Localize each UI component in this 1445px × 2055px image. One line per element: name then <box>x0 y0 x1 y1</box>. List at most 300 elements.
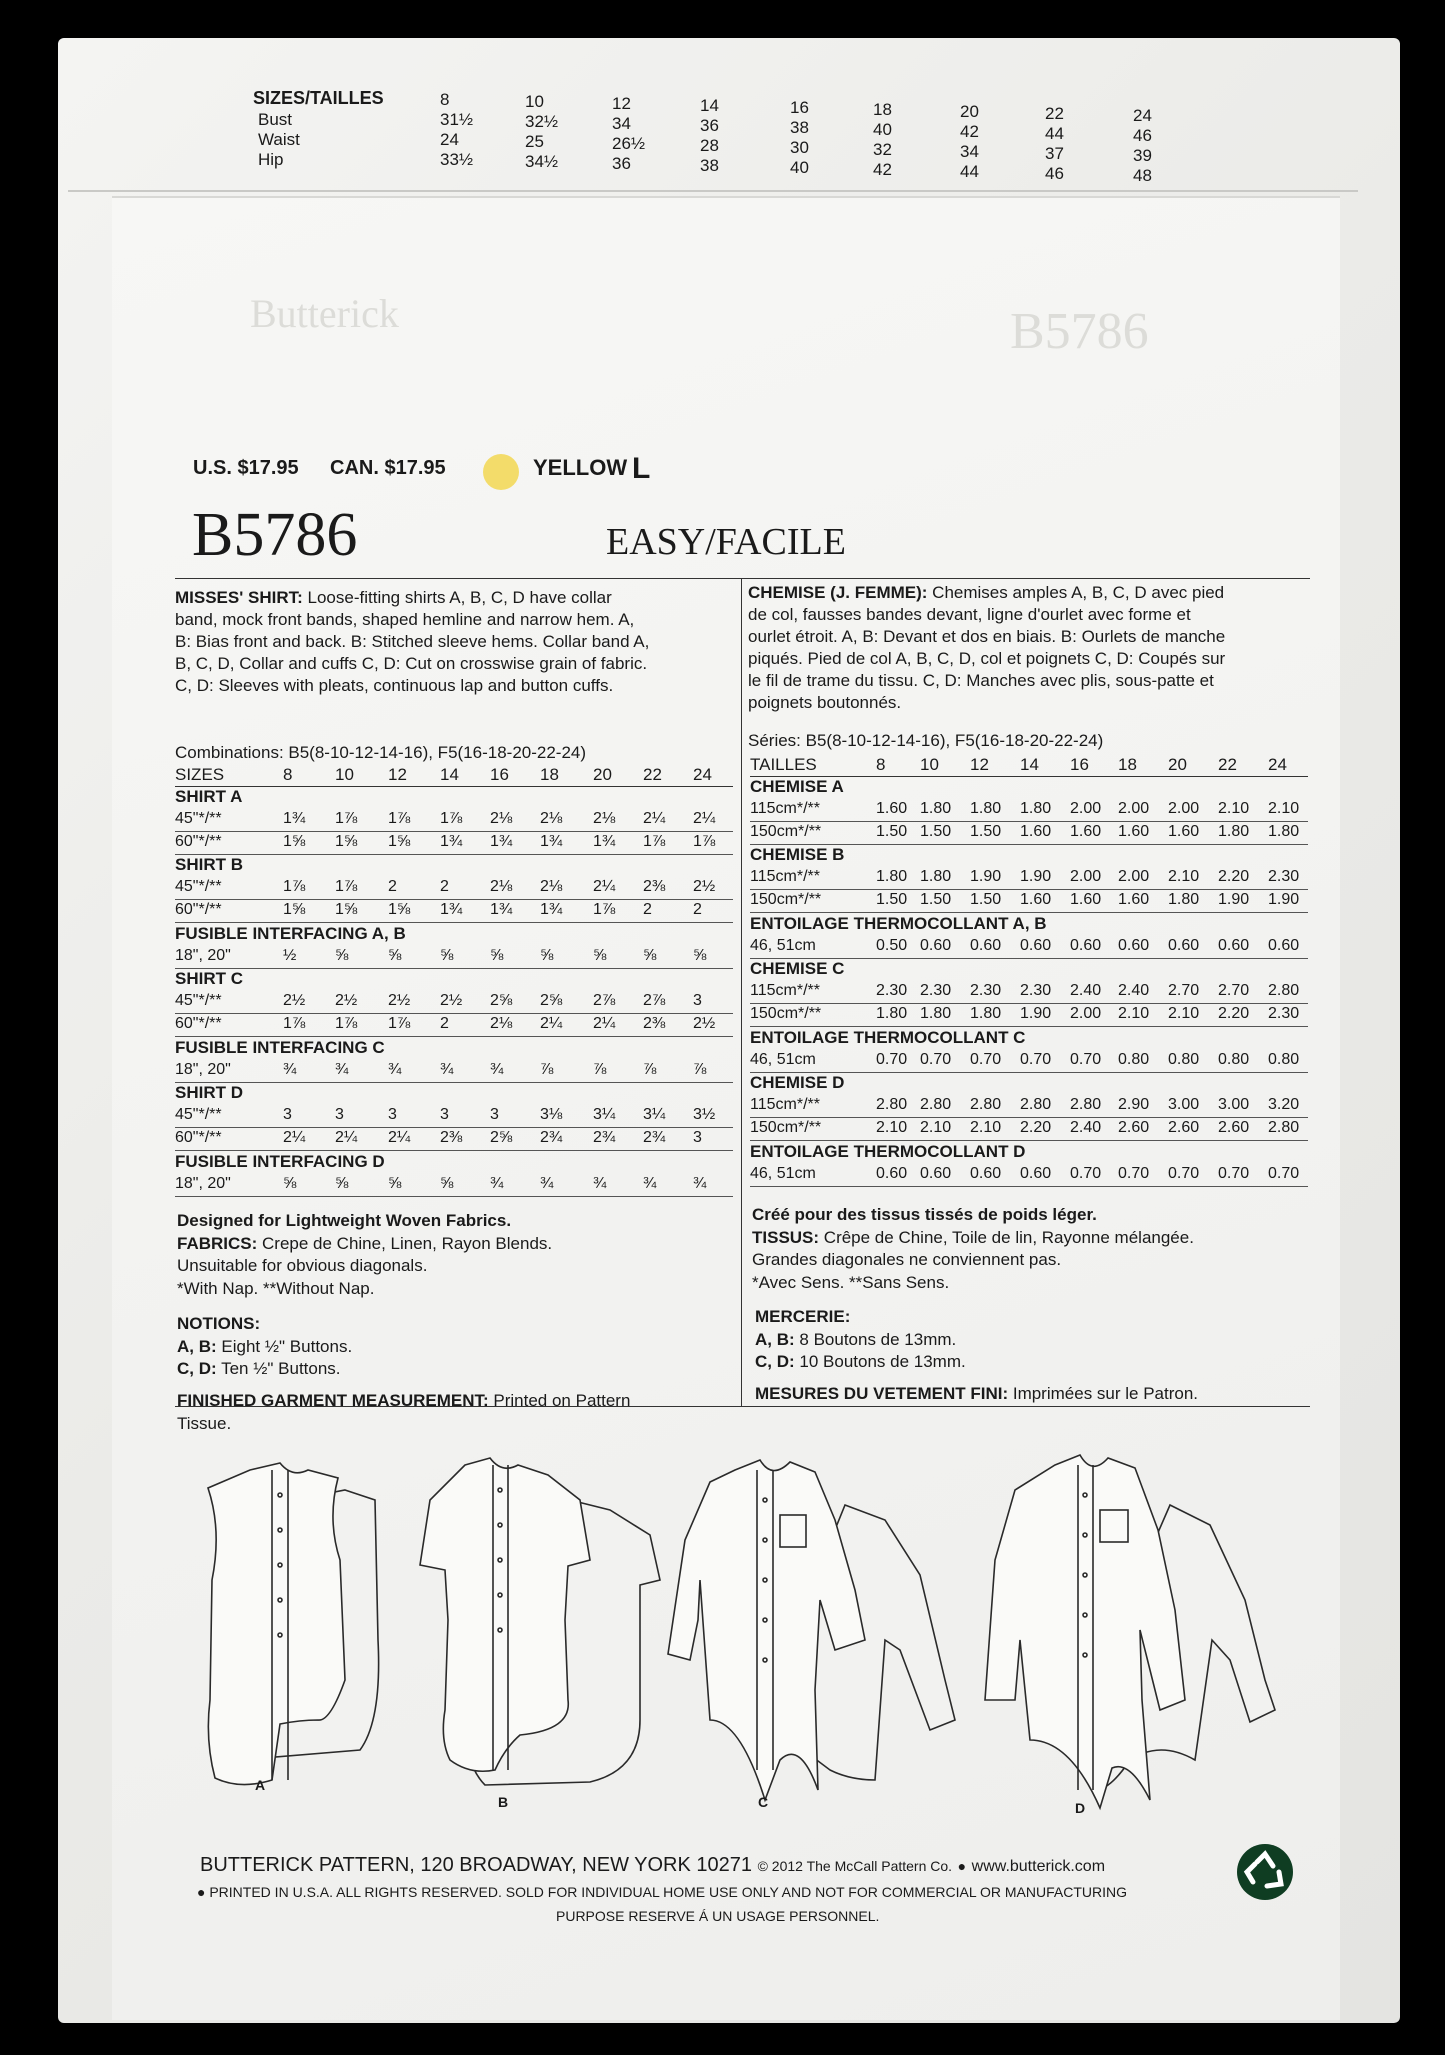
top-row-label-waist: Waist <box>258 130 300 149</box>
fr-yardage-cell: 1.80 <box>1168 891 1200 908</box>
en-yardage-cell: 2 <box>693 901 702 918</box>
en-yardage-cell: 1⅝ <box>283 901 306 918</box>
top-measure-cell: 42 <box>873 160 892 179</box>
fr-yardage-cell: 0.60 <box>920 1164 952 1182</box>
fr-yardage-cell: 2.30 <box>920 982 952 1000</box>
en-yardage-cell: 2¾ <box>540 1129 563 1146</box>
sizes-header: SIZES/TAILLES <box>253 88 384 108</box>
en-size-header: 18 <box>540 765 559 784</box>
price-us: U.S. $17.95 <box>193 457 299 479</box>
en-yardage-cell: ⅞ <box>593 1060 607 1078</box>
fr-yardage-cell: 0.70 <box>920 1050 952 1068</box>
en-yardage-cell: 2½ <box>440 992 463 1010</box>
fr-width-label: 150cm*/** <box>750 1005 822 1022</box>
top-size-14: 14 <box>700 96 719 115</box>
en-yardage-cell: 1⅞ <box>335 1015 358 1032</box>
fr-yardage-cell: 2.10 <box>1268 799 1300 817</box>
en-yardage-cell: 3 <box>693 992 702 1010</box>
en-yardage-cell: 2⅜ <box>440 1129 463 1146</box>
fr-fabric-heading: CHEMISE C <box>750 959 845 979</box>
fr-yardage-cell: 1.50 <box>920 822 952 840</box>
en-yardage-cell: 2¼ <box>335 1129 358 1146</box>
en-yardage-cell: 2½ <box>693 1015 716 1032</box>
en-yardage-cell: ⅝ <box>388 946 402 964</box>
fr-yardage-cell: 0.60 <box>1268 936 1300 954</box>
top-measure-cell: 26½ <box>612 134 646 153</box>
en-yardage-cell: ¾ <box>440 1060 454 1078</box>
en-yardage-cell: 1⅝ <box>335 832 358 850</box>
ghost-brand: Butterick <box>250 291 399 336</box>
en-yardage-cell: 3 <box>283 1106 292 1124</box>
top-measure-cell: 24 <box>440 130 459 149</box>
en-fabrics: Designed for Lightweight Woven Fabrics. FABRICS: Crepe de Chine, Linen, Rayon Blends. Unsuitable for obvious diagonals. *With Nap. **Without Nap. <box>177 1211 553 1298</box>
en-yardage-cell: 1⅞ <box>440 809 463 827</box>
fr-yardage-cell: 2.10 <box>1168 868 1200 886</box>
view-label-c: C <box>758 1794 769 1810</box>
en-yardage-cell: 1⅝ <box>388 901 411 918</box>
top-size-16: 16 <box>790 98 809 117</box>
en-yardage-cell: ¾ <box>490 1174 504 1192</box>
fr-width-label: 115cm*/** <box>750 982 820 1000</box>
fr-yardage-cell: 2.80 <box>1268 982 1300 1000</box>
fr-yardage-cell: 0.60 <box>1020 1164 1052 1182</box>
fr-yardage-cell: 2.10 <box>1118 1005 1150 1022</box>
en-yardage-cell: ⅝ <box>440 1174 454 1192</box>
fr-yardage-cell: 1.80 <box>920 799 952 817</box>
en-yardage-cell: ⅞ <box>643 1060 657 1078</box>
en-fabric-heading: SHIRT B <box>175 855 243 875</box>
en-size-header: 12 <box>388 765 407 784</box>
top-size-10: 10 <box>525 92 544 111</box>
top-measure-cell: 37 <box>1045 144 1064 163</box>
en-finished-measurement: FINISHED GARMENT MEASUREMENT: Printed on Pattern Tissue. <box>177 1391 631 1433</box>
fr-yardage-cell: 2.30 <box>1268 1005 1300 1022</box>
en-width-label: 18", 20" <box>175 1174 231 1192</box>
fr-yardage-cell: 1.90 <box>1020 868 1052 886</box>
fr-yardage-cell: 1.60 <box>1020 891 1052 908</box>
en-yardage-cell: 1⅞ <box>693 832 716 850</box>
en-yardage-cell: ⅝ <box>593 946 607 964</box>
en-size-header: 24 <box>693 765 712 784</box>
fr-yardage-cell: 2.00 <box>1070 868 1102 886</box>
fr-sizes-label: TAILLES <box>750 755 817 774</box>
view-c-drawing <box>668 1460 955 1800</box>
fr-fabric-heading: ENTOILAGE THERMOCOLLANT D <box>750 1141 1026 1161</box>
en-yardage-cell: 2 <box>388 878 397 896</box>
en-width-label: 45"*/** <box>175 1106 222 1124</box>
en-yardage-cell: 2¼ <box>593 1015 616 1032</box>
en-yardage-cell: 2¼ <box>283 1129 306 1146</box>
fr-yardage-cell: 0.70 <box>1268 1164 1300 1182</box>
en-yardage-cell: 2⅝ <box>490 1129 513 1146</box>
en-yardage-cell: 2½ <box>283 992 306 1010</box>
fr-yardage-cell: 0.60 <box>970 1164 1002 1182</box>
fr-yardage-cell: 1.90 <box>970 868 1002 886</box>
fr-width-label: 46, 51cm <box>750 1050 816 1068</box>
fr-notions: MERCERIE: A, B: 8 Boutons de 13mm. C, D: 10 Boutons de 13mm. <box>755 1307 966 1371</box>
en-yardage-cell: 3 <box>440 1106 449 1124</box>
top-measure-cell: 38 <box>700 156 719 175</box>
top-measure-cell: 44 <box>960 162 979 181</box>
fr-yardage-cell: 0.70 <box>1020 1050 1052 1068</box>
fr-yardage-cell: 2.60 <box>1218 1119 1250 1136</box>
fr-yardage-cell: 1.60 <box>1118 822 1150 840</box>
en-yardage-cell: 3¼ <box>593 1106 616 1124</box>
fr-yardage-cell: 0.70 <box>1118 1164 1150 1182</box>
en-yardage-cell: 2½ <box>335 992 358 1010</box>
price-color-name: YELLOW <box>533 455 628 480</box>
en-yardage-cell: 2¼ <box>693 809 716 827</box>
en-yardage-cell: 3 <box>490 1106 499 1124</box>
fr-yardage-cell: 1.80 <box>920 1005 952 1022</box>
fr-size-header: 10 <box>920 755 939 774</box>
fr-yardage-cell: 0.60 <box>1020 936 1052 954</box>
en-width-label: 18", 20" <box>175 1060 231 1078</box>
en-width-label: 45"*/** <box>175 809 222 827</box>
fr-size-header: 22 <box>1218 755 1237 774</box>
fr-yardage-cell: 0.70 <box>1168 1164 1200 1182</box>
en-yardage-cell: 1⅞ <box>283 878 306 896</box>
top-measure-cell: 25 <box>525 132 544 151</box>
fr-width-label: 46, 51cm <box>750 936 816 954</box>
fr-yardage-cell: 3.00 <box>1168 1096 1200 1114</box>
en-yardage-cell: ¾ <box>388 1060 402 1078</box>
en-yardage-cell: 1¾ <box>440 832 463 850</box>
fr-combinations: Séries: B5(8-10-12-14-16), F5(16-18-20-22-24) <box>748 731 1104 750</box>
view-label-d: D <box>1075 1800 1086 1816</box>
fr-size-header: 20 <box>1168 755 1187 774</box>
fr-yardage-cell: 1.80 <box>920 868 952 886</box>
en-yardage-cell: 2⅞ <box>643 992 666 1010</box>
top-measure-cell: 46 <box>1045 164 1064 183</box>
en-yardage-cell: 2⅛ <box>540 878 563 896</box>
fr-yardage-cell: 1.80 <box>1020 799 1052 817</box>
en-yardage-cell: 2⅜ <box>643 1015 666 1032</box>
fr-yardage-cell: 0.80 <box>1118 1050 1150 1068</box>
fr-yardage-cell: 0.70 <box>1070 1164 1102 1182</box>
fr-yardage-cell: 2.20 <box>1218 1005 1250 1022</box>
en-yardage-cell: 1¾ <box>593 832 616 850</box>
fr-size-header: 12 <box>970 755 989 774</box>
en-yardage-cell: 2¼ <box>643 809 666 827</box>
fr-yardage-cell: 0.60 <box>876 1164 908 1182</box>
fr-yardage-cell: 0.60 <box>1118 936 1150 954</box>
en-size-header: 20 <box>593 765 612 784</box>
en-sizes-label: SIZES <box>175 765 225 784</box>
en-yardage-cell: 1¾ <box>540 832 563 850</box>
top-measure-cell: 39 <box>1133 146 1152 165</box>
fr-yardage-cell: 2.00 <box>1070 799 1102 817</box>
top-size-24: 24 <box>1133 106 1152 125</box>
en-yardage-cell: ¾ <box>283 1060 297 1078</box>
en-yardage-cell: ⅝ <box>440 946 454 964</box>
fr-finished-measurement: MESURES DU VETEMENT FINI: Imprimées sur le Patron. <box>755 1384 1199 1403</box>
difficulty: EASY/FACILE <box>606 521 846 563</box>
en-yardage-cell: ⅞ <box>540 1060 554 1078</box>
fr-size-header: 18 <box>1118 755 1137 774</box>
en-fabric-heading: SHIRT C <box>175 969 243 989</box>
en-yardage-cell: 2⅝ <box>490 992 513 1010</box>
footer-address: BUTTERICK PATTERN, 120 BROADWAY, NEW YORK 10271 © 2012 The McCall Pattern Co. ● www.butterick.com <box>200 1854 1106 1876</box>
en-yardage-cell: 2¾ <box>643 1129 666 1146</box>
top-measure-cell: 36 <box>612 154 631 173</box>
en-yardage-cell: ⅝ <box>283 1174 297 1192</box>
en-size-header: 14 <box>440 765 459 784</box>
en-yardage-cell: ⅝ <box>335 1174 349 1192</box>
en-yardage-cell: ½ <box>283 946 297 964</box>
en-yardage-cell: 1⅞ <box>388 809 411 827</box>
fr-yardage-cell: 2.70 <box>1168 982 1200 1000</box>
fr-yardage-cell: 1.50 <box>970 822 1002 840</box>
fr-width-label: 150cm*/** <box>750 822 822 840</box>
fr-yardage-cell: 2.10 <box>1218 799 1250 817</box>
fr-size-header: 14 <box>1020 755 1039 774</box>
en-yardage-cell: ¾ <box>335 1060 349 1078</box>
en-yardage-cell: 1⅞ <box>283 1015 306 1032</box>
en-fabric-heading: SHIRT A <box>175 787 243 806</box>
top-size-8: 8 <box>440 90 450 109</box>
top-measure-cell: 33½ <box>440 150 474 169</box>
top-measure-cell: 32½ <box>525 112 559 131</box>
en-fabric-heading: FUSIBLE INTERFACING A, B <box>175 923 406 943</box>
en-yardage-cell: ¾ <box>593 1174 607 1192</box>
en-yardage-cell: 2¼ <box>388 1129 411 1146</box>
fr-yardage-cell: 2.30 <box>1020 982 1052 1000</box>
fr-yardage-cell: 2.20 <box>1020 1119 1052 1136</box>
en-yardage-cell: ¾ <box>490 1060 504 1078</box>
en-fabric-heading: SHIRT D <box>175 1083 243 1103</box>
en-yardage-cell: 2½ <box>693 878 716 896</box>
en-yardage-cell: 2½ <box>388 992 411 1010</box>
en-yardage-cell: 2⅛ <box>490 809 513 827</box>
top-measure-cell: 34½ <box>525 152 559 171</box>
en-yardage-cell: 2 <box>643 901 652 918</box>
fr-size-header: 24 <box>1268 755 1287 774</box>
fr-yardage-cell: 0.60 <box>970 936 1002 954</box>
en-size-header: 22 <box>643 765 662 784</box>
en-yardage-cell: 3⅛ <box>540 1106 563 1124</box>
en-yardage-cell: 1¾ <box>283 809 306 827</box>
fr-fabric-heading: CHEMISE B <box>750 845 845 865</box>
en-yardage-cell: 1¾ <box>440 901 463 918</box>
fr-yardage-cell: 0.80 <box>1218 1050 1250 1068</box>
fr-yardage-cell: 2.80 <box>1020 1096 1052 1114</box>
top-measure-cell: 34 <box>960 142 979 161</box>
fr-yardage-cell: 2.70 <box>1218 982 1250 1000</box>
fr-yardage-cell: 2.10 <box>970 1119 1002 1136</box>
en-yardage-cell: ⅝ <box>540 946 554 964</box>
fr-yardage-cell: 1.60 <box>1020 822 1052 840</box>
top-size-22: 22 <box>1045 104 1064 123</box>
fr-yardage-cell: 2.30 <box>1268 868 1300 886</box>
en-yardage-cell: 2 <box>440 878 449 896</box>
ghost-pattern-number: B5786 <box>1010 303 1149 360</box>
en-size-header: 8 <box>283 765 293 784</box>
en-yardage-cell: 3 <box>388 1106 397 1124</box>
fr-yardage-cell: 2.30 <box>876 982 908 1000</box>
en-yardage-cell: 3 <box>335 1106 344 1124</box>
fr-yardage-cell: 1.80 <box>1218 822 1250 840</box>
fr-yardage-cell: 1.60 <box>1070 891 1102 908</box>
en-width-label: 60"*/** <box>175 1015 222 1032</box>
en-yardage-cell: ⅝ <box>335 946 349 964</box>
fr-yardage-cell: 0.70 <box>1070 1050 1102 1068</box>
en-yardage-cell: 2⅜ <box>643 878 666 896</box>
fr-size-header: 8 <box>876 755 886 774</box>
en-yardage-cell: 1⅞ <box>388 1015 411 1032</box>
en-width-label: 45"*/** <box>175 878 222 896</box>
fr-yardage-cell: 2.30 <box>970 982 1002 1000</box>
fr-yardage-cell: 0.70 <box>876 1050 908 1068</box>
en-size-header: 10 <box>335 765 354 784</box>
en-yardage-cell: ¾ <box>540 1174 554 1192</box>
en-notions: NOTIONS: A, B: Eight ½" Buttons. C, D: Ten ½" Buttons. <box>177 1314 353 1378</box>
fr-yardage-cell: 2.10 <box>876 1119 908 1136</box>
fr-yardage-cell: 1.80 <box>1268 822 1300 840</box>
en-yardage-cell: ⅝ <box>643 946 657 964</box>
top-measure-cell: 28 <box>700 136 719 155</box>
en-yardage-cell: 1¾ <box>490 901 513 918</box>
top-measure-cell: 38 <box>790 118 809 137</box>
fr-yardage-cell: 2.60 <box>1168 1119 1200 1136</box>
price-letter: L <box>632 452 651 485</box>
en-yardage-cell: 3½ <box>693 1106 716 1124</box>
top-measure-cell: 48 <box>1133 166 1152 185</box>
fr-yardage-cell: 2.20 <box>1218 868 1250 886</box>
top-size-20: 20 <box>960 102 979 121</box>
en-width-label: 18", 20" <box>175 946 231 964</box>
fr-fabric-heading: ENTOILAGE THERMOCOLLANT A, B <box>750 913 1047 933</box>
en-yardage-cell: 1⅝ <box>283 832 306 850</box>
en-yardage-cell: 2⅛ <box>490 878 513 896</box>
fr-size-header: 16 <box>1070 755 1089 774</box>
fr-yardage-cell: 2.00 <box>1118 799 1150 817</box>
en-yardage-cell: 2¼ <box>593 878 616 896</box>
fr-yardage-cell: 1.60 <box>1168 822 1200 840</box>
en-yardage-cell: 1⅞ <box>335 878 358 896</box>
fr-yardage-cell: 1.90 <box>1268 891 1300 908</box>
fr-yardage-cell: 2.80 <box>920 1096 952 1114</box>
fr-yardage-cell: 1.90 <box>1020 1005 1052 1022</box>
top-row-label-hip: Hip <box>258 150 284 169</box>
en-yardage-cell: 1¾ <box>540 901 563 918</box>
en-width-label: 60"*/** <box>175 1129 222 1146</box>
fr-yardage-cell: 2.80 <box>876 1096 908 1114</box>
en-yardage-cell: 2¾ <box>593 1129 616 1146</box>
fr-yardage-cell: 1.60 <box>1118 891 1150 908</box>
en-yardage-cell: ⅝ <box>388 1174 402 1192</box>
en-yardage-cell: 1⅞ <box>643 832 666 850</box>
footer-purpose: PURPOSE RESERVE Á UN USAGE PERSONNEL. <box>556 1908 880 1924</box>
fr-yardage-cell: 2.40 <box>1070 982 1102 1000</box>
en-width-label: 45"*/** <box>175 992 222 1010</box>
top-size-18: 18 <box>873 100 892 119</box>
fr-yardage-cell: 0.70 <box>1218 1164 1250 1182</box>
footer-printed: ● PRINTED IN U.S.A. ALL RIGHTS RESERVED. SOLD FOR INDIVIDUAL HOME USE ONLY AND NOT FOR COMMERCIAL OR MANUFACTURING <box>197 1884 1128 1900</box>
fr-yardage-cell: 0.80 <box>1168 1050 1200 1068</box>
en-yardage-cell: ¾ <box>643 1174 657 1192</box>
top-measure-cell: 30 <box>790 138 809 157</box>
fr-yardage-cell: 2.80 <box>1070 1096 1102 1114</box>
fr-yardage-cell: 3.20 <box>1268 1096 1300 1114</box>
fr-fabric-heading: CHEMISE A <box>750 777 844 796</box>
fr-width-label: 150cm*/** <box>750 1119 822 1136</box>
en-description: MISSES' SHIRT: Loose-fitting shirts A, B, C, D have collar band, mock front bands, shaped hemline and narrow hem. A, B: Bias front and back. B: Stitched sleeve hems. Collar band A, B, C, D, Collar and cuffs C, D: Cut on crosswise grain of fabric. C, D: Sleeves with pleats, continuous lap and button cuffs. <box>175 588 650 695</box>
fr-yardage-cell: 1.50 <box>920 891 952 908</box>
fr-yardage-cell: 3.00 <box>1218 1096 1250 1114</box>
en-yardage-cell: 1⅞ <box>593 901 616 918</box>
fr-yardage-cell: 0.80 <box>1268 1050 1300 1068</box>
fr-yardage-cell: 0.60 <box>1070 936 1102 954</box>
en-yardage-cell: 2⅞ <box>593 992 616 1010</box>
top-measure-cell: 36 <box>700 116 719 135</box>
view-label-b: B <box>498 1794 509 1810</box>
fr-yardage-cell: 2.00 <box>1168 799 1200 817</box>
fr-width-label: 150cm*/** <box>750 891 822 908</box>
view-label-a: A <box>255 1777 266 1793</box>
en-yardage-cell: 1¾ <box>490 832 513 850</box>
fr-description: CHEMISE (J. FEMME): Chemises amples A, B, C, D avec pied de col, fausses bandes devant, ligne d'ourlet avec forme et ourlet étroit. A, B: Devant et dos en biais. B: Ourlets de manche piqués. Pied de col A, B, C, D, col et poignets C, D: Coupés sur le fil de trame du tissu. C, D: Manches avec plis, sous-patte et poignets boutonnés. <box>748 583 1226 712</box>
en-yardage-cell: ⅞ <box>693 1060 707 1078</box>
fr-fabric-heading: CHEMISE D <box>750 1073 845 1093</box>
en-yardage-cell: 1⅝ <box>335 901 358 918</box>
en-fabric-heading: FUSIBLE INTERFACING D <box>175 1151 385 1171</box>
view-b-drawing <box>420 1458 660 1785</box>
fr-yardage-cell: 2.00 <box>1118 868 1150 886</box>
en-yardage-cell: ¾ <box>693 1174 707 1192</box>
fr-yardage-cell: 1.60 <box>1070 822 1102 840</box>
fr-yardage-cell: 1.60 <box>876 799 908 817</box>
fr-yardage-cell: 2.10 <box>920 1119 952 1136</box>
view-a-drawing <box>208 1463 379 1785</box>
fr-yardage-cell: 0.60 <box>1168 936 1200 954</box>
fr-width-label: 115cm*/** <box>750 868 820 886</box>
en-yardage-cell: ⅝ <box>693 946 707 964</box>
en-yardage-cell: 2 <box>440 1015 449 1032</box>
fr-yardage-cell: 2.60 <box>1118 1119 1150 1136</box>
en-yardage-cell: 2⅛ <box>540 809 563 827</box>
top-row-label-bust: Bust <box>258 110 293 129</box>
top-measure-cell: 32 <box>873 140 892 159</box>
top-measure-cell: 46 <box>1133 126 1152 145</box>
fr-yardage-cell: 2.40 <box>1070 1119 1102 1136</box>
en-yardage-cell: 3 <box>693 1129 702 1146</box>
fr-yardage-cell: 0.70 <box>970 1050 1002 1068</box>
fr-yardage-cell: 2.80 <box>1268 1119 1300 1136</box>
en-yardage-cell: 1⅞ <box>335 809 358 827</box>
en-yardage-cell: 2⅛ <box>490 1015 513 1032</box>
fr-yardage-cell: 1.50 <box>876 822 908 840</box>
fr-yardage-cell: 0.60 <box>1218 936 1250 954</box>
top-size-12: 12 <box>612 94 631 113</box>
pattern-number: B5786 <box>192 501 358 569</box>
view-d-drawing <box>985 1455 1275 1808</box>
fr-yardage-cell: 0.50 <box>876 936 908 954</box>
fr-yardage-cell: 2.80 <box>970 1096 1002 1114</box>
fr-yardage-cell: 1.50 <box>876 891 908 908</box>
recycle-icon <box>1235 1842 1295 1902</box>
fr-yardage-cell: 1.90 <box>1218 891 1250 908</box>
fr-yardage-cell: 2.00 <box>1070 1005 1102 1022</box>
en-yardage-cell: 2⅛ <box>593 809 616 827</box>
en-width-label: 60"*/** <box>175 901 222 918</box>
en-yardage-cell: ⅝ <box>490 946 504 964</box>
en-yardage-cell: 1⅝ <box>388 832 411 850</box>
top-measure-cell: 31½ <box>440 110 474 129</box>
fr-yardage-cell: 1.80 <box>876 1005 908 1022</box>
fr-yardage-cell: 1.80 <box>970 1005 1002 1022</box>
en-yardage-cell: 2⅝ <box>540 992 563 1010</box>
